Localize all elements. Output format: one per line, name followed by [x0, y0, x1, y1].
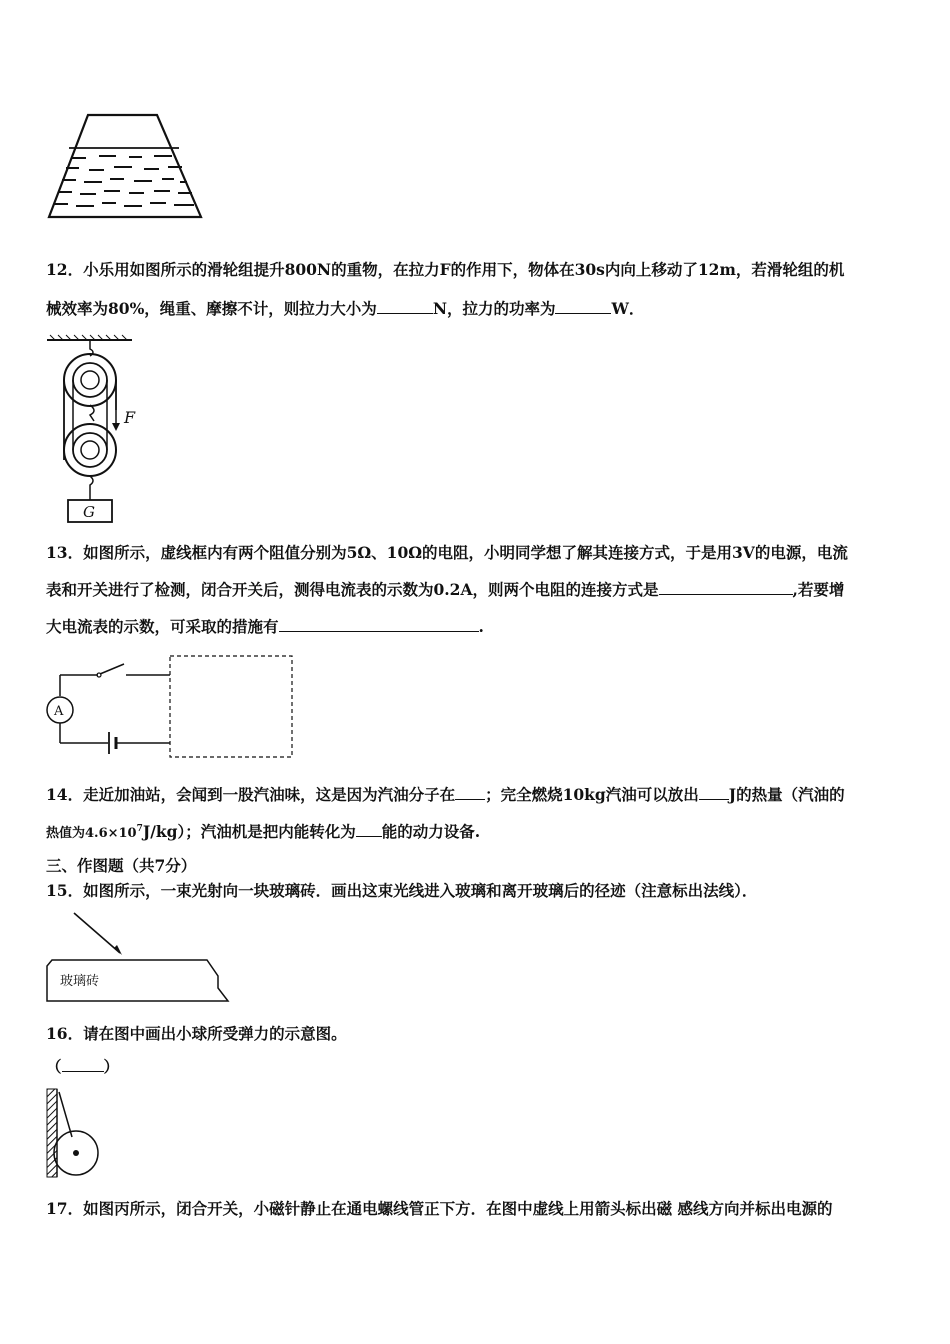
q14-text-line1c: J的热量（汽油的 [728, 785, 845, 804]
q13-blank-measure[interactable] [279, 617, 479, 632]
q13-line1 [46, 541, 848, 563]
q14-text-line2a: 热值为4.6×10 [46, 826, 137, 841]
q13-text-line3a: 大电流表的示数，可采取的措施有 [46, 617, 279, 636]
q13-text-line1: 13．如图所示，虚线框内有两个阻值分别为5Ω、10Ω的电阻，小明同学想了解其连接方式，于是用3V的电源，电流 [46, 543, 848, 562]
q14-text-line2c: 能的动力设备. [381, 822, 481, 841]
q13-text-line3b: . [478, 617, 484, 636]
q17-text-line1: 17．如图丙所示，闭合开关，小磁针静止在通电螺线管正下方．在图中虚线上用箭头标出磁 感线方向并标出电源的 [46, 1199, 833, 1218]
q13-line2 [46, 578, 844, 600]
glass-brick-label: 玻璃砖 [60, 974, 100, 989]
q13-line3 [46, 615, 484, 637]
q14-line1 [46, 783, 845, 805]
liquid-container-figure [44, 110, 214, 230]
pulley-system-figure [42, 335, 142, 525]
q16-answer-open: （ [46, 1057, 62, 1076]
q14-line2 [46, 820, 480, 842]
q16-answer [46, 1055, 119, 1077]
section-heading [46, 854, 196, 876]
ball-wall-figure [42, 1087, 112, 1182]
q14-blank-heat[interactable] [699, 785, 729, 800]
q14-blank-energy[interactable] [356, 822, 382, 837]
q13-text-line2b: ,若要增 [792, 580, 845, 599]
q16-text-line1: 16．请在图中画出小球所受弹力的示意图。 [46, 1024, 347, 1043]
circuit-figure [44, 654, 304, 764]
q13-text-line2a: 表和开关进行了检测，闭合开关后，测得电流表的示数为0.2A，则两个电阻的连接方式是 [46, 580, 659, 599]
q12-blank-force[interactable] [377, 299, 433, 314]
q15-line1 [46, 879, 757, 901]
q12-text-line1: 12．小乐用如图所示的滑轮组提升800N的重物，在拉力F的作用下，物体在30s内向上移动了12m，若滑轮组的机 [46, 260, 845, 279]
q16-answer-close: ） [103, 1057, 120, 1076]
q12-text-line2c: W． [611, 299, 645, 318]
glass-brick-figure [42, 908, 242, 1008]
q12-line2 [46, 297, 644, 319]
ammeter-label: A [54, 704, 64, 719]
section-heading-text: 三、作图题（共7分） [46, 856, 197, 875]
movable-pulley-outer [64, 424, 116, 476]
q13-blank-connection[interactable] [659, 580, 793, 595]
q14-text-line1b: ；完全燃烧10kg汽油可以放出 [485, 785, 699, 804]
q17-line1 [46, 1197, 832, 1219]
q14-superscript: 7 [136, 823, 143, 834]
q14-blank-motion[interactable] [455, 785, 485, 800]
q12-text-line2b: N，拉力的功率为 [432, 299, 556, 318]
force-label: F [124, 408, 136, 427]
wall [47, 1089, 57, 1177]
weight-label: G [83, 503, 95, 521]
q12-text-line2a: 械效率为80%，绳重、摩擦不计，则拉力大小为 [46, 299, 377, 318]
q16-answer-blank[interactable] [62, 1057, 104, 1072]
q15-text-line1: 15．如图所示，一束光射向一块玻璃砖．画出这束光线进入玻璃和离开玻璃后的径迹（注意标出法线）． [46, 881, 758, 900]
fixed-pulley-outer [64, 354, 116, 406]
q16-line1 [46, 1022, 347, 1044]
q14-text-line2b: J/kg）；汽油机是把内能转化为 [142, 822, 356, 841]
dashed-resistor-box [170, 656, 292, 757]
q14-text-line1a: 14．走近加油站，会闻到一股汽油味，这是因为汽油分子在 [46, 785, 456, 804]
q12-line1 [46, 258, 844, 280]
q12-blank-power[interactable] [555, 299, 611, 314]
